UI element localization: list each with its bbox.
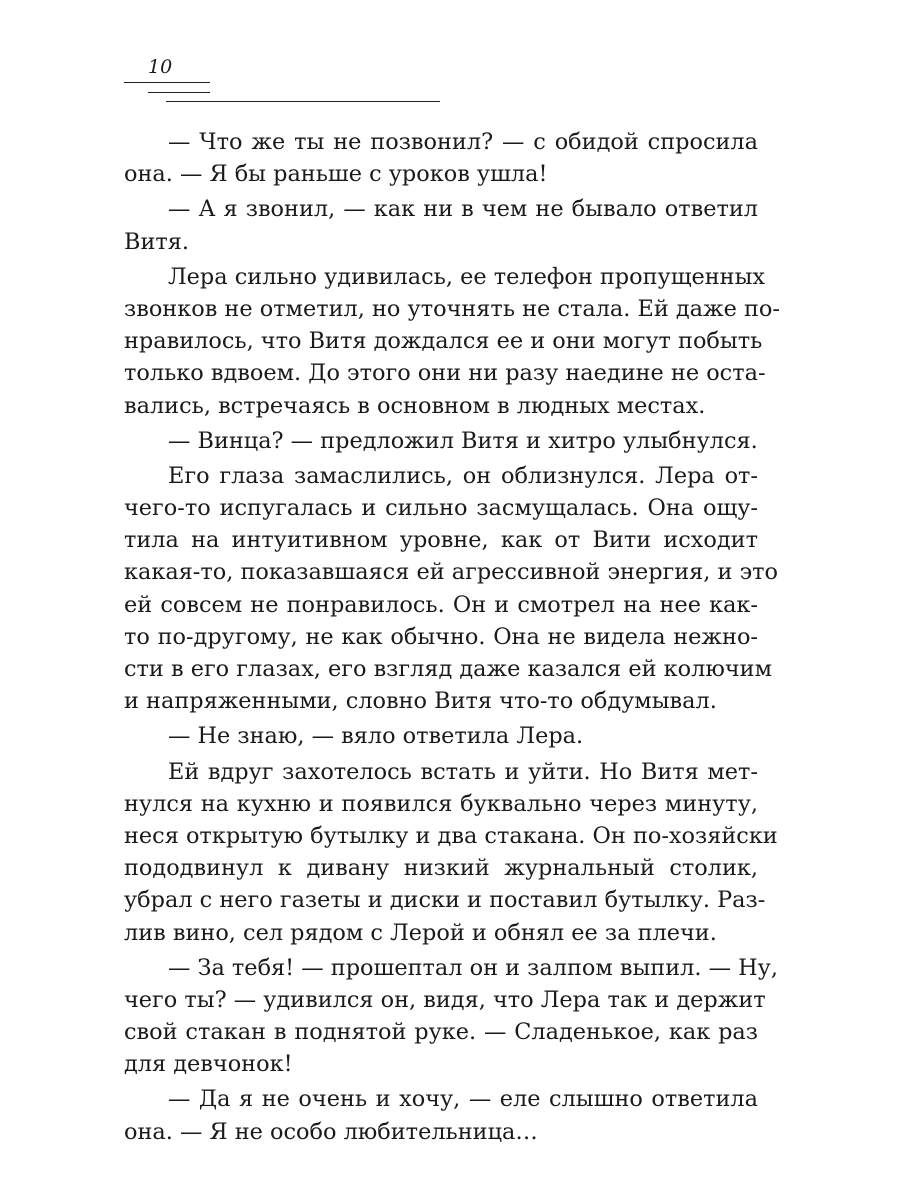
header-rule-long <box>166 101 440 102</box>
text-line: то по-другому, не как обычно. Она не видела нежно- <box>124 623 758 650</box>
text-line: сти в его глазах, его взгляд даже казался ей колючим <box>124 656 773 682</box>
header-rule-top <box>124 82 210 83</box>
text-line: свой стакан в поднятой руке. — Сладенькое, как раз <box>124 1019 758 1046</box>
text-line: вались, встречаясь в основном в людных местах. <box>124 392 706 419</box>
text-line: — За тебя! — прошептал он и залпом выпил. — Ну, <box>168 954 778 981</box>
text-line: чего ты? — удивился он, видя, что Лера так и держит <box>124 986 766 1013</box>
text-line: — А я звонил, — как ни в чем не бывало ответил <box>168 196 758 223</box>
text-line: Витя. <box>124 228 190 255</box>
text-line: убрал с него газеты и диски и поставил бутылку. Раз- <box>124 887 766 914</box>
text-line: Его глаза замаслились, он облизнулся. Лера от- <box>168 462 758 489</box>
text-line: она. — Я не особо любительница… <box>124 1118 538 1145</box>
text-line: для девчонок! <box>124 1051 293 1078</box>
text-line: звонков не отметил, но уточнять не стала. Ей даже по- <box>124 295 780 322</box>
text-line: ей совсем не понравилось. Он и смотрел на нее как- <box>124 591 758 618</box>
header-rule-middle <box>148 92 210 93</box>
page-number: 10 <box>148 56 173 78</box>
text-line: нулся на кухню и появился буквально через минуту, <box>124 790 758 817</box>
text-line: — Что же ты не позвонил? — с обидой спросила <box>168 129 758 155</box>
text-line: — Винца? — предложил Витя и хитро улыбнулся. <box>168 427 758 454</box>
text-line: и напряженными, словно Витя что-то обдумывал. <box>124 688 717 715</box>
body-text <box>124 126 780 1148</box>
text-line: — Да я не очень и хочу, — еле слышно ответила <box>168 1086 758 1113</box>
text-line: неся открытую бутылку и два стакана. Он по-хозяйски <box>124 822 778 849</box>
text-line: нравилось, что Витя дождался ее и они могут побыть <box>124 328 763 355</box>
text-line: — Не знаю, — вяло ответила Лера. <box>168 723 584 750</box>
text-line: чего-то испугалась и сильно засмущалась. Она ощу- <box>124 495 758 522</box>
text-line: она. — Я бы раньше с уроков ушла! <box>124 161 548 188</box>
text-line: Ей вдруг захотелось встать и уйти. Но Витя мет- <box>168 758 758 785</box>
text-line: Лера сильно удивилась, ее телефон пропущенных <box>168 263 766 290</box>
text-line: какая-то, показавшаяся ей агрессивной энергия, и это <box>124 559 778 586</box>
text-line: тила на интуитивном уровне, как от Вити исходит <box>124 527 758 554</box>
text-line: только вдвоем. До этого они ни разу наедине не оста- <box>124 360 766 387</box>
text-line: пододвинул к дивану низкий журнальный столик, <box>124 855 758 882</box>
text-line: лив вино, сел рядом с Лерой и обнял ее за плечи. <box>124 919 717 946</box>
